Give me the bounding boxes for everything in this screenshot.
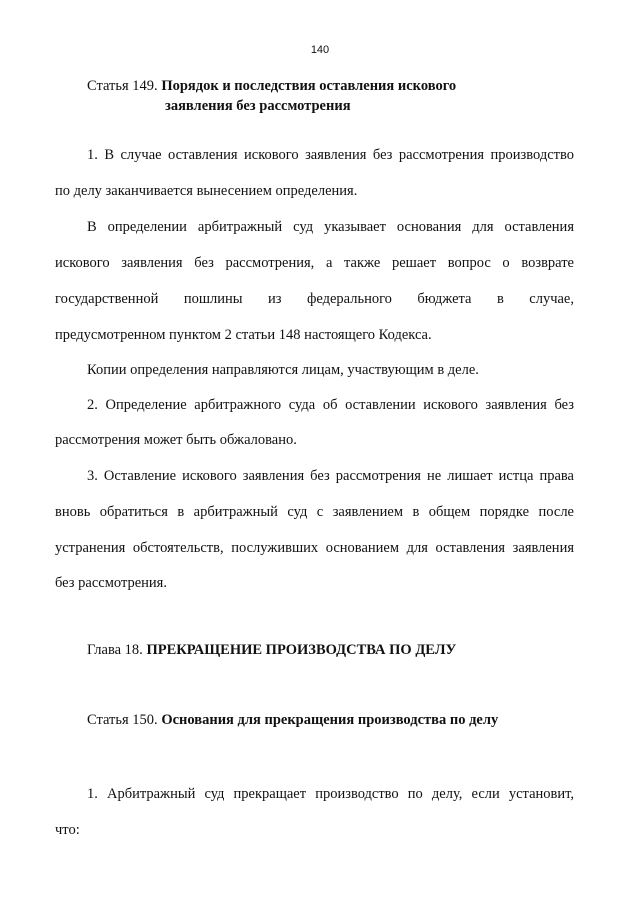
body-line: что: — [55, 822, 80, 838]
paragraph-line — [55, 397, 574, 414]
article-149-title-line2: заявления без рассмотрения — [165, 98, 351, 114]
body-line: 3. Оставление искового заявления без рассмотрения не лишает истца права — [87, 468, 574, 484]
paragraph-line — [55, 255, 574, 272]
paragraph-line — [55, 432, 574, 449]
body-line: вновь обратиться в арбитражный суд с заявлением в общем порядке после — [55, 504, 574, 520]
body-line: 1. Арбитражный суд прекращает производство по делу, если установит, — [87, 786, 574, 802]
article-149-title-line1: Порядок и последствия оставления искового — [161, 78, 457, 94]
paragraph-line — [55, 822, 574, 839]
article-149-heading — [87, 76, 456, 116]
paragraph-line — [55, 504, 574, 521]
chapter-18-title: ПРЕКРАЩЕНИЕ ПРОИЗВОДСТВА ПО ДЕЛУ — [146, 642, 457, 658]
paragraph-line — [55, 219, 574, 236]
body-line: рассмотрения может быть обжаловано. — [55, 432, 297, 448]
body-line: 2. Определение арбитражного суда об оставлении искового заявления без — [87, 397, 574, 413]
body-line: без рассмотрения. — [55, 575, 167, 591]
body-line: В определении арбитражный суд указывает основания для оставления — [87, 219, 574, 235]
paragraph-line — [55, 540, 574, 557]
article-150-heading — [87, 710, 498, 730]
body-line: 1. В случае оставления искового заявления без рассмотрения производство — [87, 147, 574, 163]
paragraph-line — [55, 183, 574, 200]
page-number: 140 — [310, 44, 330, 56]
body-line: Копии определения направляются лицам, участвующим в деле. — [87, 362, 479, 378]
paragraph-line — [55, 468, 574, 485]
paragraph-line — [55, 147, 574, 164]
body-line: государственной пошлины из федерального бюджета в случае, — [55, 291, 574, 307]
article-150-title: Основания для прекращения производства по делу — [161, 712, 499, 728]
article-149-prefix: Статья 149. — [87, 78, 158, 94]
body-line: устранения обстоятельств, послуживших основанием для оставления заявления — [55, 540, 574, 556]
paragraph-line — [55, 362, 574, 379]
paragraph-line — [55, 291, 574, 308]
body-line: предусмотренном пунктом 2 статьи 148 настоящего Кодекса. — [55, 327, 432, 343]
paragraph-line — [55, 786, 574, 803]
body-line: по делу заканчивается вынесением определения. — [55, 183, 358, 199]
body-line: искового заявления без рассмотрения, а также решает вопрос о возврате — [55, 255, 574, 271]
article-150-prefix: Статья 150. — [87, 712, 158, 728]
chapter-18-heading — [87, 640, 456, 660]
chapter-18-prefix: Глава 18. — [87, 642, 143, 658]
paragraph-line — [55, 575, 574, 592]
paragraph-line — [55, 327, 574, 344]
